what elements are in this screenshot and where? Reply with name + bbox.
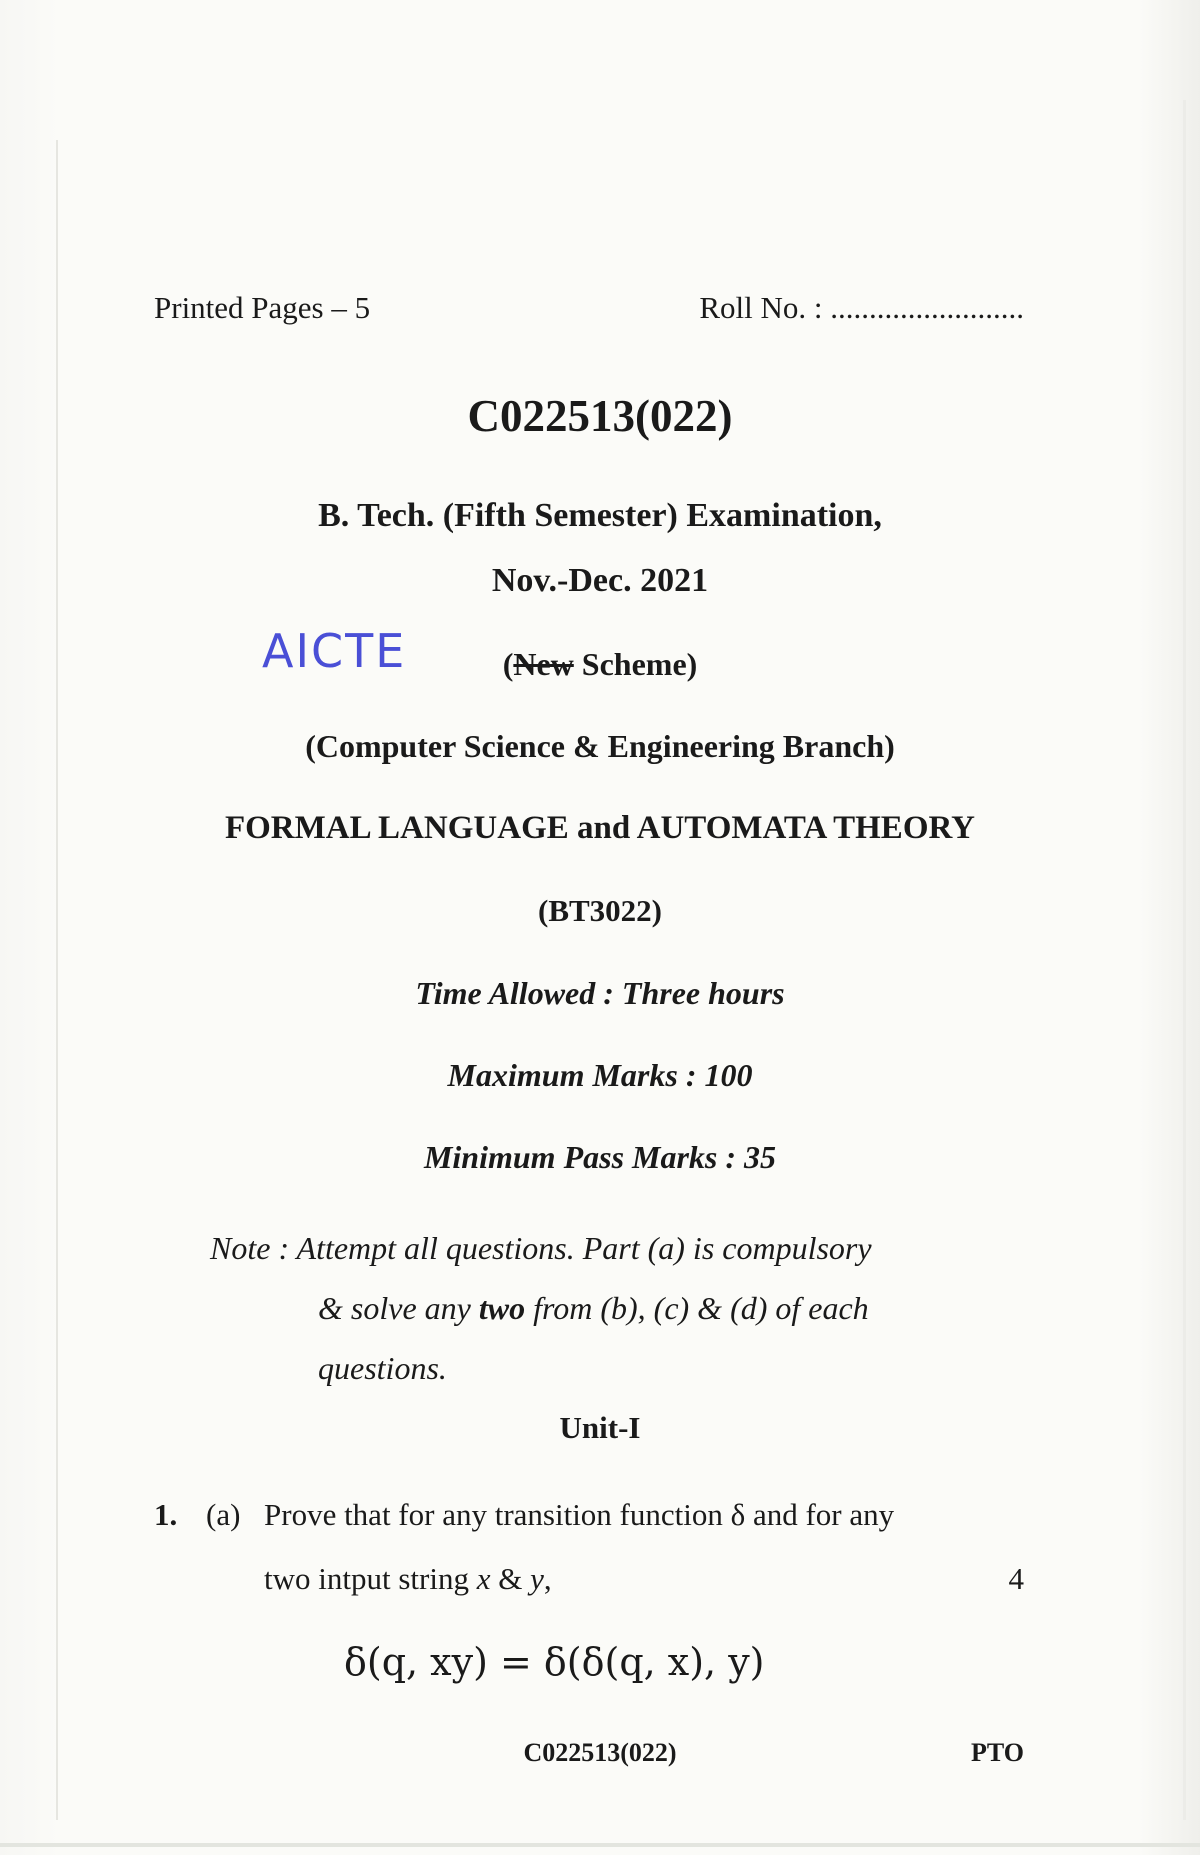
roll-number-field: Roll No. : ......................... [699,290,1024,325]
question-part: (a) [206,1497,241,1532]
scheme-open: ( [502,646,514,682]
aicte-handwritten-stamp: AICTE [262,624,407,678]
pto-label: PTO [971,1738,1024,1767]
exam-title: B. Tech. (Fifth Semester) Examination, [318,497,882,534]
paper-code: C022513(022) [467,391,733,441]
exam-session: Nov.-Dec. 2021 [491,562,709,599]
branch: (Computer Science & Engineering Branch) [305,728,895,764]
var-y: y [530,1561,544,1596]
time-allowed: Time Allowed : Three hours [415,975,785,1011]
scheme [0,646,1200,683]
q-line2-b: & [490,1561,531,1596]
instructions-note [210,1218,990,1398]
q-line2-a: two intput string [264,1561,477,1596]
page-edge-bottom [0,1843,1200,1847]
note-line-2-c: from (b), (c) & (d) of each [525,1290,869,1326]
var-x: x [476,1561,491,1596]
scheme-rest: Scheme) [573,646,698,682]
scheme-struck-word: New [513,646,574,682]
page-edge-right [1183,100,1186,1820]
question-text-line-1: Prove that for any transition function δ and for any [264,1497,895,1532]
question-formula: δ(q, xy) = δ(δ(q, x), y) [344,1640,765,1684]
question-marks: 4 [1008,1561,1024,1596]
maximum-marks: Maximum Marks : 100 [447,1057,753,1093]
question-text-line-2 [264,1561,552,1597]
note-line-2 [210,1278,990,1338]
subject-title: FORMAL LANGUAGE and AUTOMATA THEORY [224,810,975,846]
header-line [154,290,1024,326]
unit-heading: Unit-I [559,1410,641,1445]
printed-pages: Printed Pages – 5 [154,290,371,325]
note-line-2-emph: two [478,1290,526,1326]
note-line-3: questions. [318,1350,447,1386]
subject-code: (BT3022) [538,893,662,928]
q-line2-c: , [543,1561,552,1596]
question-number: 1. [154,1497,178,1532]
footer-paper-code: C022513(022) [523,1738,677,1767]
note-line-1: Attempt all questions. Part (a) is compulsory [296,1230,872,1266]
minimum-pass-marks: Minimum Pass Marks : 35 [423,1139,777,1175]
note-line-2-a: & solve any [318,1290,479,1326]
note-label: Note : [210,1230,297,1266]
